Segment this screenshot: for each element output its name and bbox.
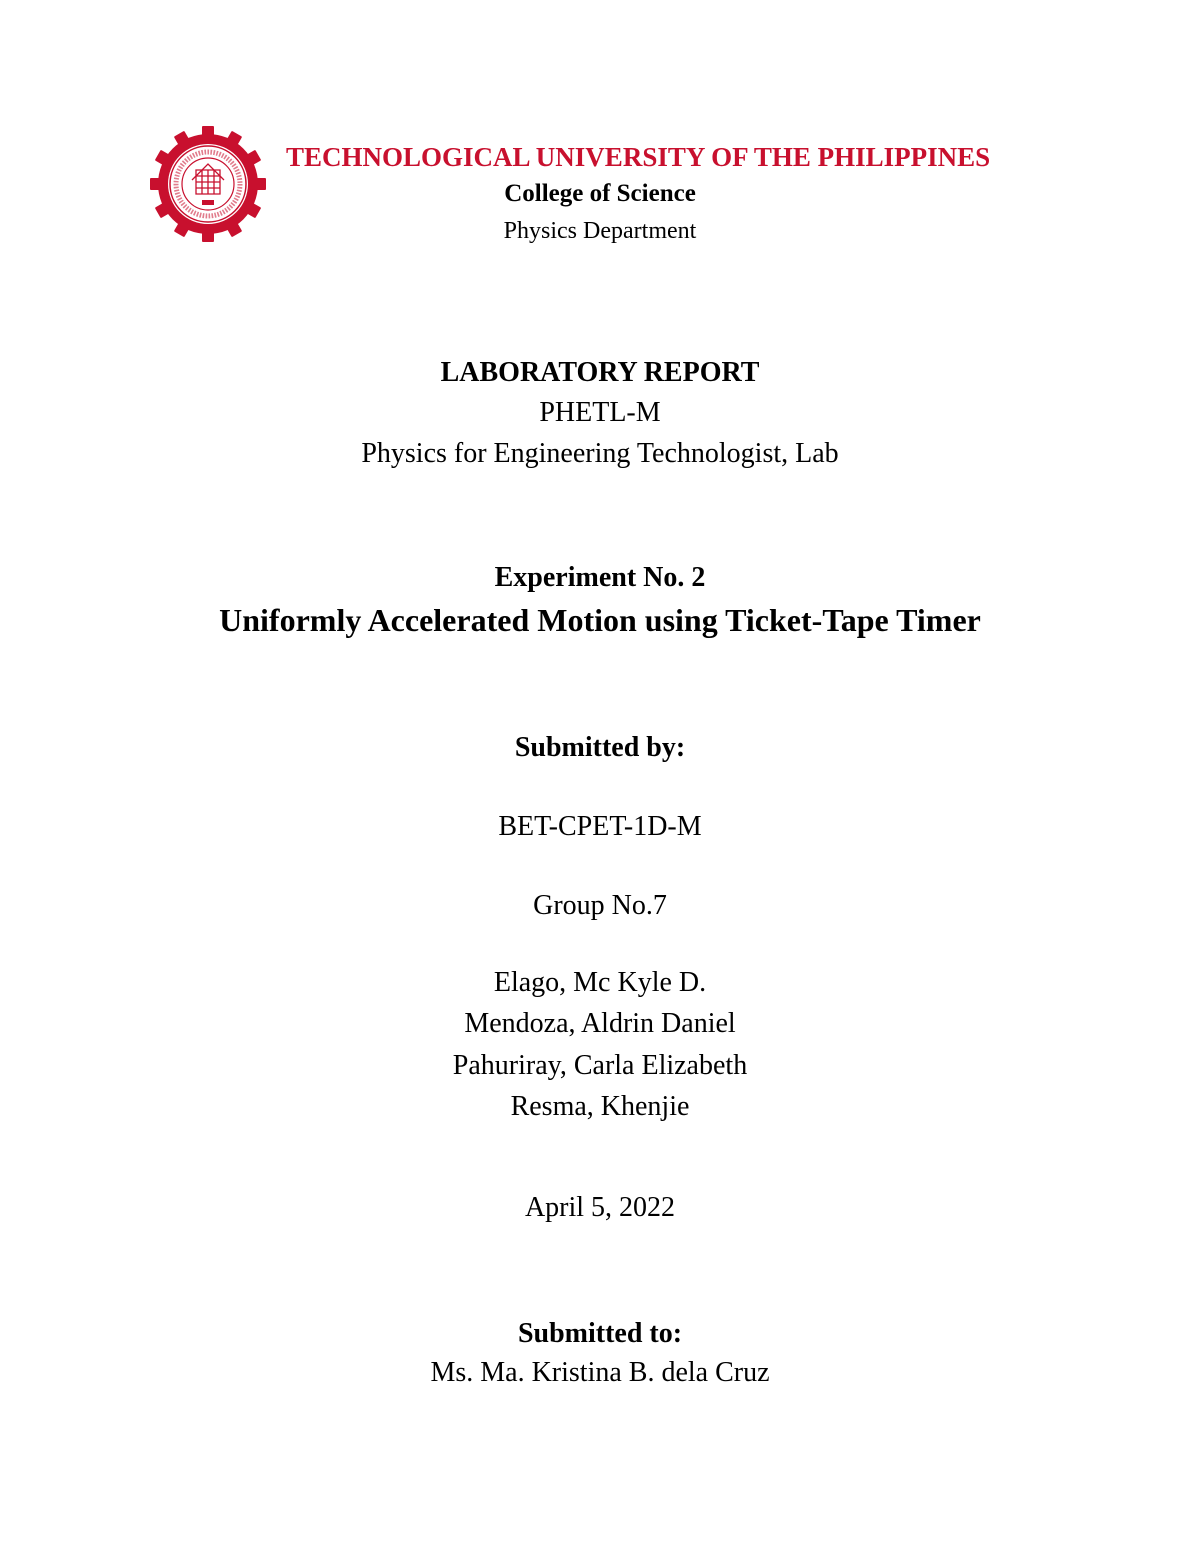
experiment-number: Experiment No. 2 [494,562,706,593]
college-name: College of Science [504,180,696,207]
instructor-name: Ms. Ma. Kristina B. dela Cruz [430,1357,770,1388]
department-name: Physics Department [503,218,697,244]
submitted-by-label: Submitted by: [514,732,686,763]
experiment-title: Uniformly Accelerated Motion using Ticket-Tape Timer [219,602,981,638]
report-heading: LABORATORY REPORT [440,357,760,388]
group-number: Group No.7 [533,890,667,921]
university-name: TECHNOLOGICAL UNIVERSITY OF THE PHILIPPINES [286,142,991,172]
section-code: BET-CPET-1D-M [498,811,702,842]
member-name: Mendoza, Aldrin Daniel [464,1008,736,1039]
member-name: Resma, Khenjie [510,1091,690,1122]
member-name: Pahuriray, Carla Elizabeth [452,1050,748,1081]
submitted-to-label: Submitted to: [517,1318,683,1349]
member-name: Elago, Mc Kyle D. [493,967,707,998]
university-seal-icon [148,124,268,244]
course-code: PHETL-M [539,397,661,428]
course-title: Physics for Engineering Technologist, Lab [361,438,839,469]
submission-date: April 5, 2022 [524,1192,676,1223]
